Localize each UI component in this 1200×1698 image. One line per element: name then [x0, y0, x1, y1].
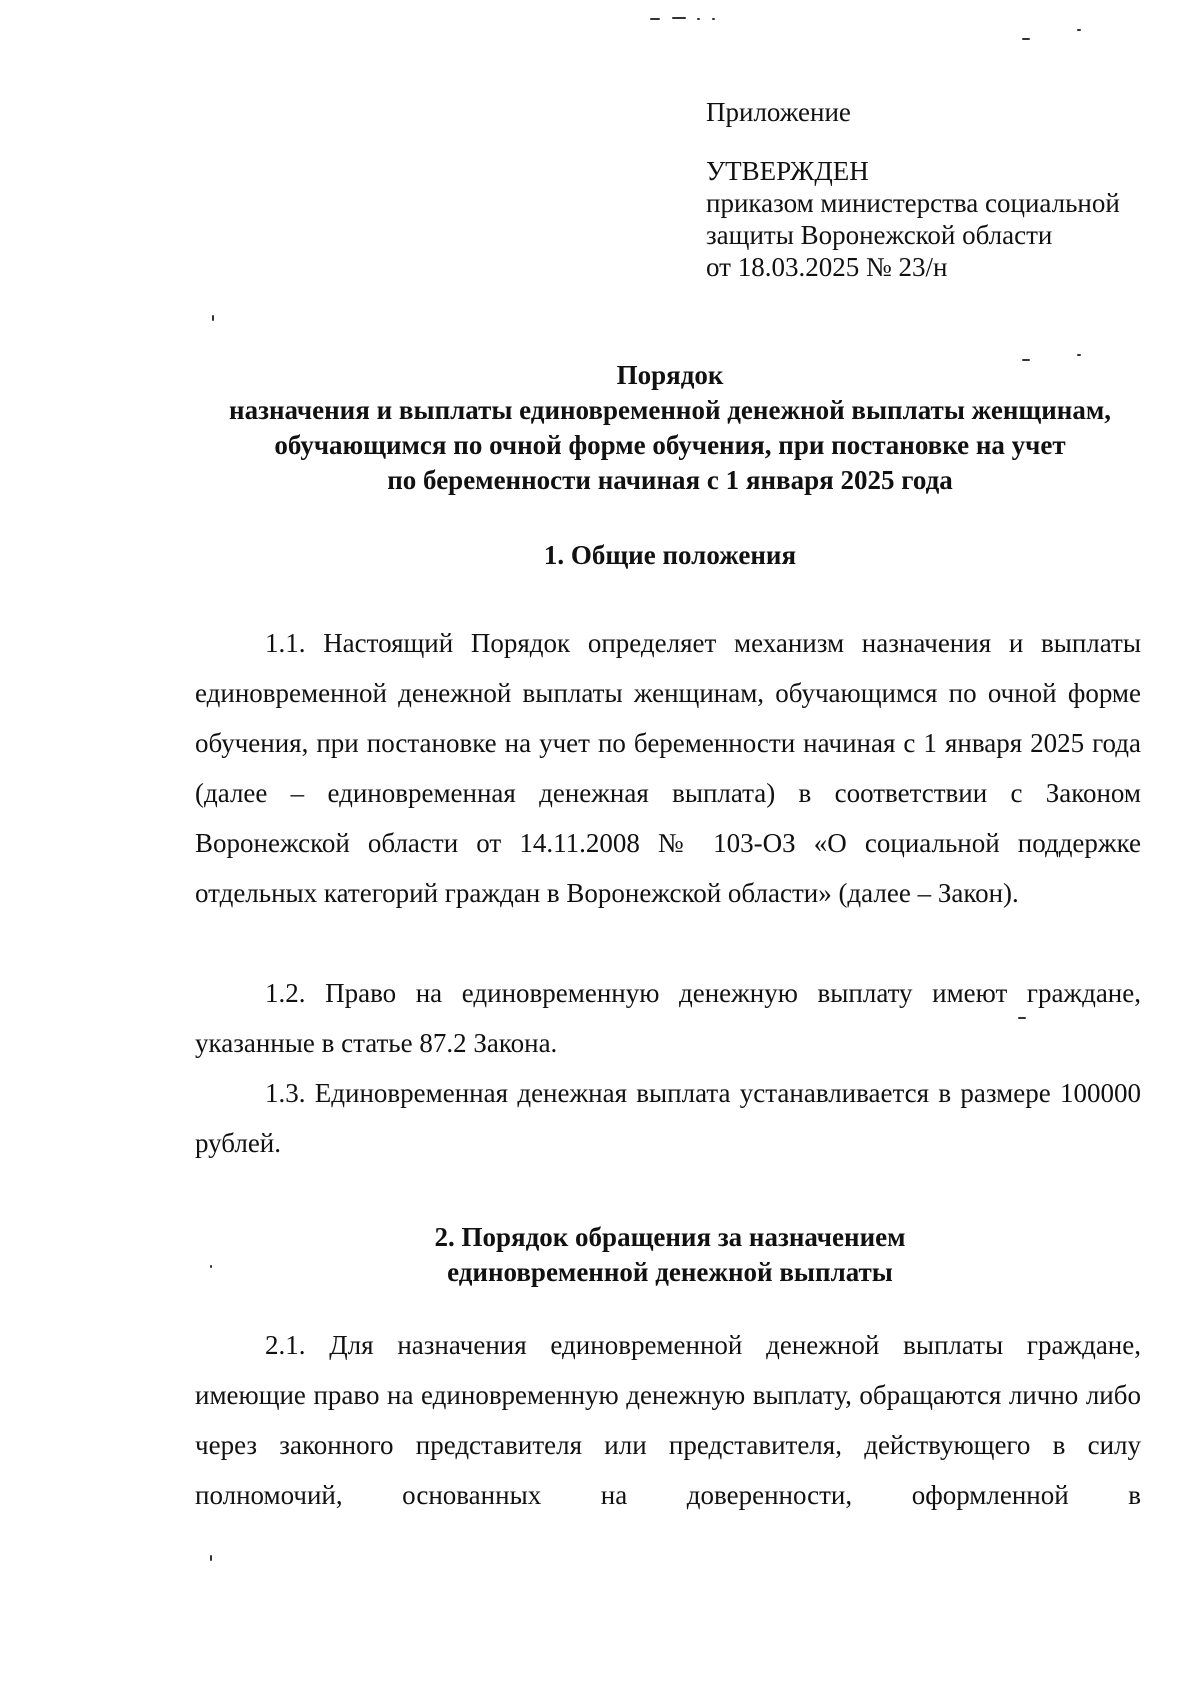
scan-artifact	[1022, 38, 1030, 40]
scan-artifact	[1077, 29, 1081, 31]
scan-artifact	[697, 18, 700, 20]
paragraph-2-1: 2.1. Для назначения единовременной денежной выплаты граждане, имеющие право на единовременную денежную выплату, обращаются лично либо через законного представителя или представителя, действующего в силу полномочий, основанных на доверенности, оформленной в	[195, 1330, 1141, 1510]
approved-date-line: от 18.03.2025 № 23/н	[706, 252, 948, 282]
scan-artifact	[210, 1555, 212, 1561]
approved-ministry-line: защиты Воронежской области	[706, 220, 1053, 250]
approved-order-line: приказом министерства социальной	[706, 188, 1120, 218]
attachment-label: Приложение	[706, 97, 851, 127]
title-line: обучающимся по очной форме обучения, при постановке на учет	[274, 430, 1066, 460]
title-line: по беременности начиная с 1 января 2025 года	[387, 465, 953, 495]
title-line: Порядок	[616, 360, 724, 390]
scan-artifact	[650, 18, 660, 20]
scan-artifact	[212, 315, 214, 321]
document-title	[130, 358, 1200, 498]
section-1-heading	[130, 538, 1200, 573]
scan-artifact	[712, 18, 715, 20]
paragraph-1-3: 1.3. Единовременная денежная выплата устанавливается в размере 100000 рублей.	[195, 1078, 1141, 1158]
section-heading-line: 2. Порядок обращения за назначением	[434, 1222, 906, 1252]
scan-artifact	[1077, 354, 1081, 356]
approved-label: УТВЕРЖДЕН	[706, 156, 869, 186]
approval-block	[706, 96, 1176, 283]
paragraph-1-1: 1.1. Настоящий Порядок определяет механизм назначения и выплаты единовременной денежной выплаты женщинам, обучающимся по очной форме обучения, при постановке на учет по беременности начиная с 1 января 2025 года (далее – единовременная денежная выплата) в соответствии с Законом Воронежской области от 14.11.2008 № 103-ОЗ «О социальной поддержке отдельных категорий граждан в Воронежской области» (далее – Закон).	[195, 628, 1141, 908]
section-heading-line: 1. Общие положения	[543, 540, 797, 570]
title-line: назначения и выплаты единовременной денежной выплаты женщинам,	[229, 395, 1111, 425]
section-heading-line: единовременной денежной выплаты	[447, 1257, 893, 1287]
scan-artifact	[672, 17, 686, 19]
paragraph-1-2: 1.2. Право на единовременную денежную выплату имеют граждане, указанные в статье 87.2 Закона.	[195, 978, 1141, 1058]
section-2-heading	[130, 1220, 1200, 1290]
